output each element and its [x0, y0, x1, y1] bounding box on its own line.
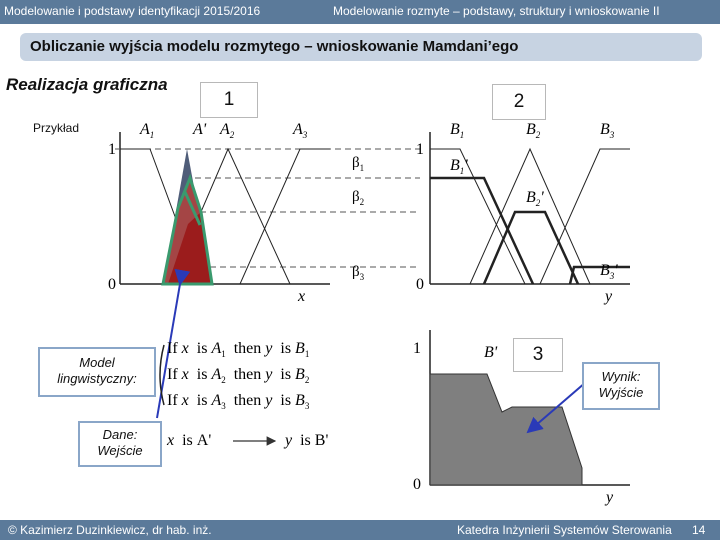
label-b2: $B_2$ [526, 121, 541, 141]
result-tick-one: 1 [413, 340, 421, 357]
label-a3: $A_3$ [293, 121, 308, 141]
label-b1-clipped: $B_1'$ [450, 157, 468, 177]
page-number: 14 [692, 523, 706, 537]
section-heading: Realizacja graficzna [6, 75, 168, 94]
slide-title: Obliczanie wyjścia modelu rozmytego – wnioskowanie Mamdani’ego [30, 38, 519, 55]
rule-2: If x is $A_2$ then y is $B_2$ [167, 366, 310, 386]
set-a3-shape [240, 149, 330, 284]
fact-input: x is A' [167, 432, 212, 449]
label-a1: $A_1$ [140, 121, 155, 141]
result-callout-line2: Wyjście [598, 385, 644, 400]
beta3-label: $\beta_3$ [352, 264, 365, 282]
step-3-box [513, 338, 563, 372]
model-callout-line2: lingwistyczny: [57, 371, 137, 386]
step-3-label: 3 [532, 344, 544, 365]
input-tick-one: 1 [108, 141, 116, 158]
label-b3: $B_3$ [600, 121, 615, 141]
result-set-label: B' [484, 344, 498, 361]
example-label: Przykład [33, 121, 80, 135]
data-callout-line1: Dane: [102, 427, 138, 442]
clipped-b2-shape [484, 212, 578, 284]
course-title: Modelowanie i podstawy identyfikacji 2015/2016 [4, 4, 261, 18]
model-callout-line1: Model [79, 355, 115, 370]
label-b3-clipped: $B_3'$ [600, 262, 618, 282]
set-b2-shape [470, 149, 590, 284]
result-axis-y-label: y [606, 489, 614, 506]
output-tick-zero: 0 [416, 276, 424, 293]
input-tick-zero: 0 [108, 276, 116, 293]
lecture-title: Modelowanie rozmyte – podstawy, struktury i wnioskowanie II [333, 4, 660, 18]
aggregated-output-shape [430, 374, 582, 485]
rule-3: If x is $A_3$ then y is $B_3$ [167, 392, 310, 412]
step-1-label: 1 [223, 89, 235, 110]
input-membership-chart [115, 132, 420, 284]
data-callout [78, 421, 162, 467]
footer-author: © Kazimierz Duzinkiewicz, dr hab. inż. [8, 523, 212, 537]
data-callout-line2: Wejście [97, 443, 143, 458]
beta2-label: $\beta_2$ [352, 189, 365, 207]
output-tick-one: 1 [416, 141, 424, 158]
beta1-label: $\beta_1$ [352, 155, 365, 173]
label-a2: $A_2$ [220, 121, 235, 141]
step-2-box [492, 84, 546, 120]
label-aprime: A' [193, 121, 207, 138]
result-tick-zero: 0 [413, 476, 421, 493]
output-axis-y-label: y [605, 288, 613, 305]
footer-department: Katedra Inżynierii Systemów Sterowania [457, 523, 672, 537]
result-callout-line1: Wynik: [601, 369, 641, 384]
footer-bar [0, 520, 720, 540]
input-axis-x-label: x [298, 288, 306, 305]
set-b1-shape [430, 149, 525, 284]
fact-output: y is B' [285, 432, 329, 449]
label-b1: $B_1$ [450, 121, 465, 141]
rule-1: If x is $A_1$ then y is $B_1$ [167, 340, 310, 360]
step-2-label: 2 [513, 91, 525, 112]
result-callout [582, 362, 660, 410]
label-b2-clipped: $B_2'$ [526, 189, 544, 209]
step-1-box [200, 82, 258, 118]
model-callout [38, 347, 156, 397]
